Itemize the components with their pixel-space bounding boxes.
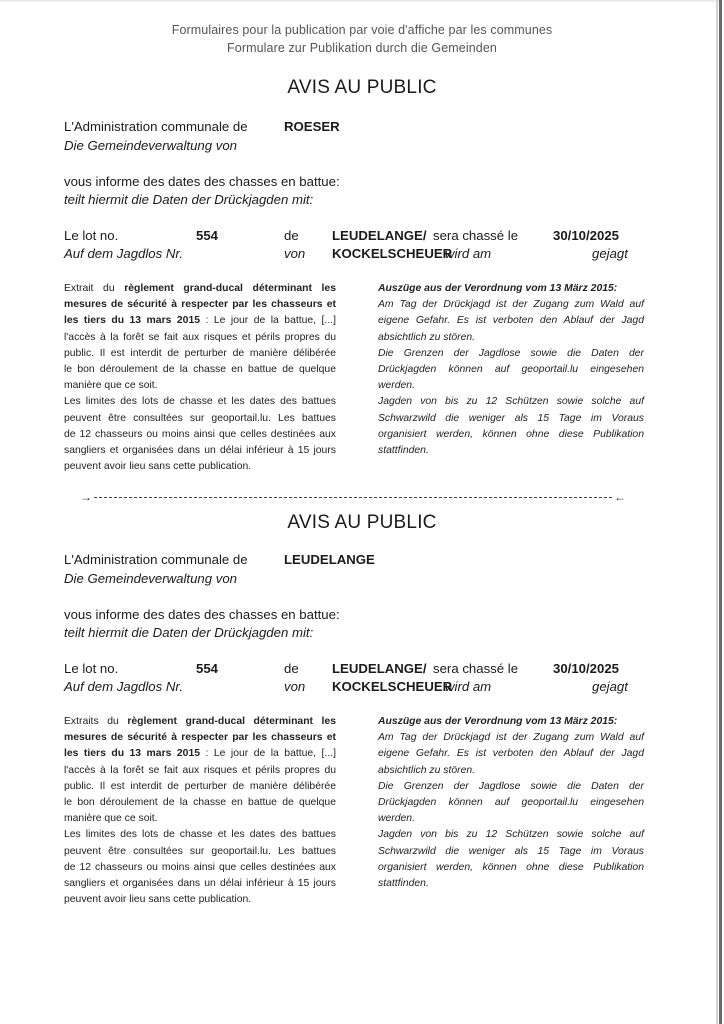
para-line: mesures de sécurité à respecter par les chasseurs et <box>64 732 336 744</box>
para-line: le bon déroulement de la chasse en battue de quelque <box>64 796 336 808</box>
lot-name-1: LEUDELANGE/ <box>332 228 427 243</box>
arrow-left-icon: ← <box>614 490 626 504</box>
para-line: sangliers et organisées dans un délai inférieur à 15 jours <box>64 877 336 889</box>
gejagt-label: gejagt <box>592 679 628 694</box>
para-line: Les limites des lots de chasse et les dates des battues <box>64 396 336 408</box>
lot-name-1: LEUDELANGE/ <box>332 661 427 676</box>
header-line-fr: Formulaires pour la publication par voie d'affiche par les communes <box>171 23 553 37</box>
lot-label-de: Auf dem Jagdlos Nr. <box>64 679 183 694</box>
para-line: organisiert werden, können ohne diese Publikation <box>378 428 644 440</box>
lot-number: 554 <box>196 228 219 243</box>
para-line: manière que ce soit. <box>64 813 158 825</box>
arrow-right-icon: → <box>80 490 92 504</box>
commune-name: ROESER <box>284 119 340 134</box>
para-line: Extraits du règlement grand-ducal déterminant les <box>64 716 336 727</box>
para-line: stattfinden. <box>378 444 429 456</box>
para-line: mesures de sécurité à respecter par les chasseurs et <box>64 299 336 311</box>
hunted-label-de: wird am <box>445 679 492 694</box>
para-line: organisiert werden, können ohne diese Publikation <box>378 861 644 873</box>
admin-label-de: Die Gemeindeverwaltung von <box>64 571 237 586</box>
hunted-label-fr: sera chassé le <box>433 228 519 243</box>
para-line: Die Grenzen der Jagdlose sowie die Daten der <box>378 780 644 792</box>
inform-text-de: teilt hiermit die Daten der Drückjagden mit: <box>64 625 314 640</box>
para-line: Jagden von bis zu 12 Schützen sowie solche auf <box>378 396 644 408</box>
hunted-label-de: wird am <box>445 246 492 261</box>
para-line: Schwarzwild die weniger als 15 Tage im Voraus <box>378 845 644 857</box>
para-line: le bon déroulement de la chasse en battue de quelque <box>64 363 336 375</box>
para-line: Drückjagden können auf geoportail.lu eingesehen <box>378 796 644 808</box>
header-line-de: Formulare zur Publikation durch die Gemeinden <box>227 41 497 55</box>
cut-line-separator <box>80 491 626 503</box>
para-line: les tiers du 13 mars 2015 : Le jour de la battue, [...] <box>64 748 336 760</box>
regulation-extract-fr <box>64 281 336 475</box>
admin-label-fr: L'Administration communale de <box>64 552 248 567</box>
para-line: de 12 chasseurs ou moins ainsi que celles destinées aux <box>64 861 336 873</box>
para-line: Les limites des lots de chasse et les dates des battues <box>64 829 336 841</box>
para-heading: Auszüge aus der Verordnung vom 13 März 2015: <box>378 716 618 727</box>
para-line: peuvent avoir lieu sans cette publication. <box>64 894 252 906</box>
dashed-line <box>94 497 612 498</box>
admin-label-de: Die Gemeindeverwaltung von <box>64 138 237 153</box>
inform-text-de: teilt hiermit die Daten der Drückjagden mit: <box>64 192 314 207</box>
para-line: de 12 chasseurs ou moins ainsi que celles destinées aux <box>64 428 336 440</box>
para-line: Am Tag der Drückjagd ist der Zugang zum Wald auf <box>378 732 644 744</box>
hunt-date: 30/10/2025 <box>553 228 620 243</box>
para-heading: Auszüge aus der Verordnung vom 13 März 2015: <box>378 283 618 294</box>
hunt-date: 30/10/2025 <box>553 661 620 676</box>
lot-name-2: KOCKELSCHEUER <box>332 246 453 261</box>
lot-name-2: KOCKELSCHEUER <box>332 679 453 694</box>
para-line: public. Il est interdit de perturber de manière délibérée <box>64 347 336 359</box>
para-line: eigene Gefahr. Es ist verboten den Ablauf der Jagd <box>378 315 644 327</box>
para-line: Am Tag der Drückjagd ist der Zugang zum Wald auf <box>378 299 644 311</box>
de-label-de: von <box>284 679 306 694</box>
para-line: les tiers du 13 mars 2015 : Le jour de la battue, [...] <box>64 315 336 327</box>
notice-title: AVIS AU PUBLIC <box>287 77 437 98</box>
lot-label-fr: Le lot no. <box>64 228 119 243</box>
para-line: l'accès à la forêt se fait aux risques et périls propres du <box>64 764 336 776</box>
lot-label-fr: Le lot no. <box>64 661 119 676</box>
notice-title: AVIS AU PUBLIC <box>287 512 437 533</box>
inform-text-fr: vous informe des dates des chasses en battue: <box>64 174 340 189</box>
para-line: Extrait du règlement grand-ducal déterminant les <box>64 283 336 294</box>
lot-label-de: Auf dem Jagdlos Nr. <box>64 246 183 261</box>
para-line: peuvent être consultées sur geoportail.lu. Les battues <box>64 412 336 424</box>
para-line: manière que ce soit. <box>64 380 158 392</box>
para-line: Schwarzwild die weniger als 15 Tage im Voraus <box>378 412 644 424</box>
para-line: absichtlich zu stören. <box>378 331 476 343</box>
regulation-extract-fr <box>64 714 336 908</box>
para-line: absichtlich zu stören. <box>378 764 476 776</box>
para-line: peuvent être consultées sur geoportail.lu. Les battues <box>64 845 336 857</box>
para-line: Die Grenzen der Jagdlose sowie die Daten der <box>378 347 644 359</box>
admin-label-fr: L'Administration communale de <box>64 119 248 134</box>
scan-top-edge <box>0 0 720 3</box>
para-line: Jagden von bis zu 12 Schützen sowie solche auf <box>378 829 644 841</box>
hunted-label-fr: sera chassé le <box>433 661 519 676</box>
inform-text-fr: vous informe des dates des chasses en battue: <box>64 607 340 622</box>
para-line: eigene Gefahr. Es ist verboten den Ablauf der Jagd <box>378 748 644 760</box>
para-line: stattfinden. <box>378 877 429 889</box>
de-label-fr: de <box>284 228 299 243</box>
regulation-extract-de <box>378 714 644 892</box>
regulation-extract-de <box>378 281 644 459</box>
para-line: werden. <box>378 380 415 392</box>
para-line: Drückjagden können auf geoportail.lu eingesehen <box>378 363 644 375</box>
para-line: sangliers et organisées dans un délai inférieur à 15 jours <box>64 444 336 456</box>
gejagt-label: gejagt <box>592 246 628 261</box>
para-line: l'accès à la forêt se fait aux risques et périls propres du <box>64 331 336 343</box>
commune-name: LEUDELANGE <box>284 552 375 567</box>
para-line: public. Il est interdit de perturber de manière délibérée <box>64 780 336 792</box>
de-label-fr: de <box>284 661 299 676</box>
para-line: werden. <box>378 813 415 825</box>
para-line: peuvent avoir lieu sans cette publication. <box>64 461 252 473</box>
lot-number: 554 <box>196 661 219 676</box>
de-label-de: von <box>284 246 306 261</box>
